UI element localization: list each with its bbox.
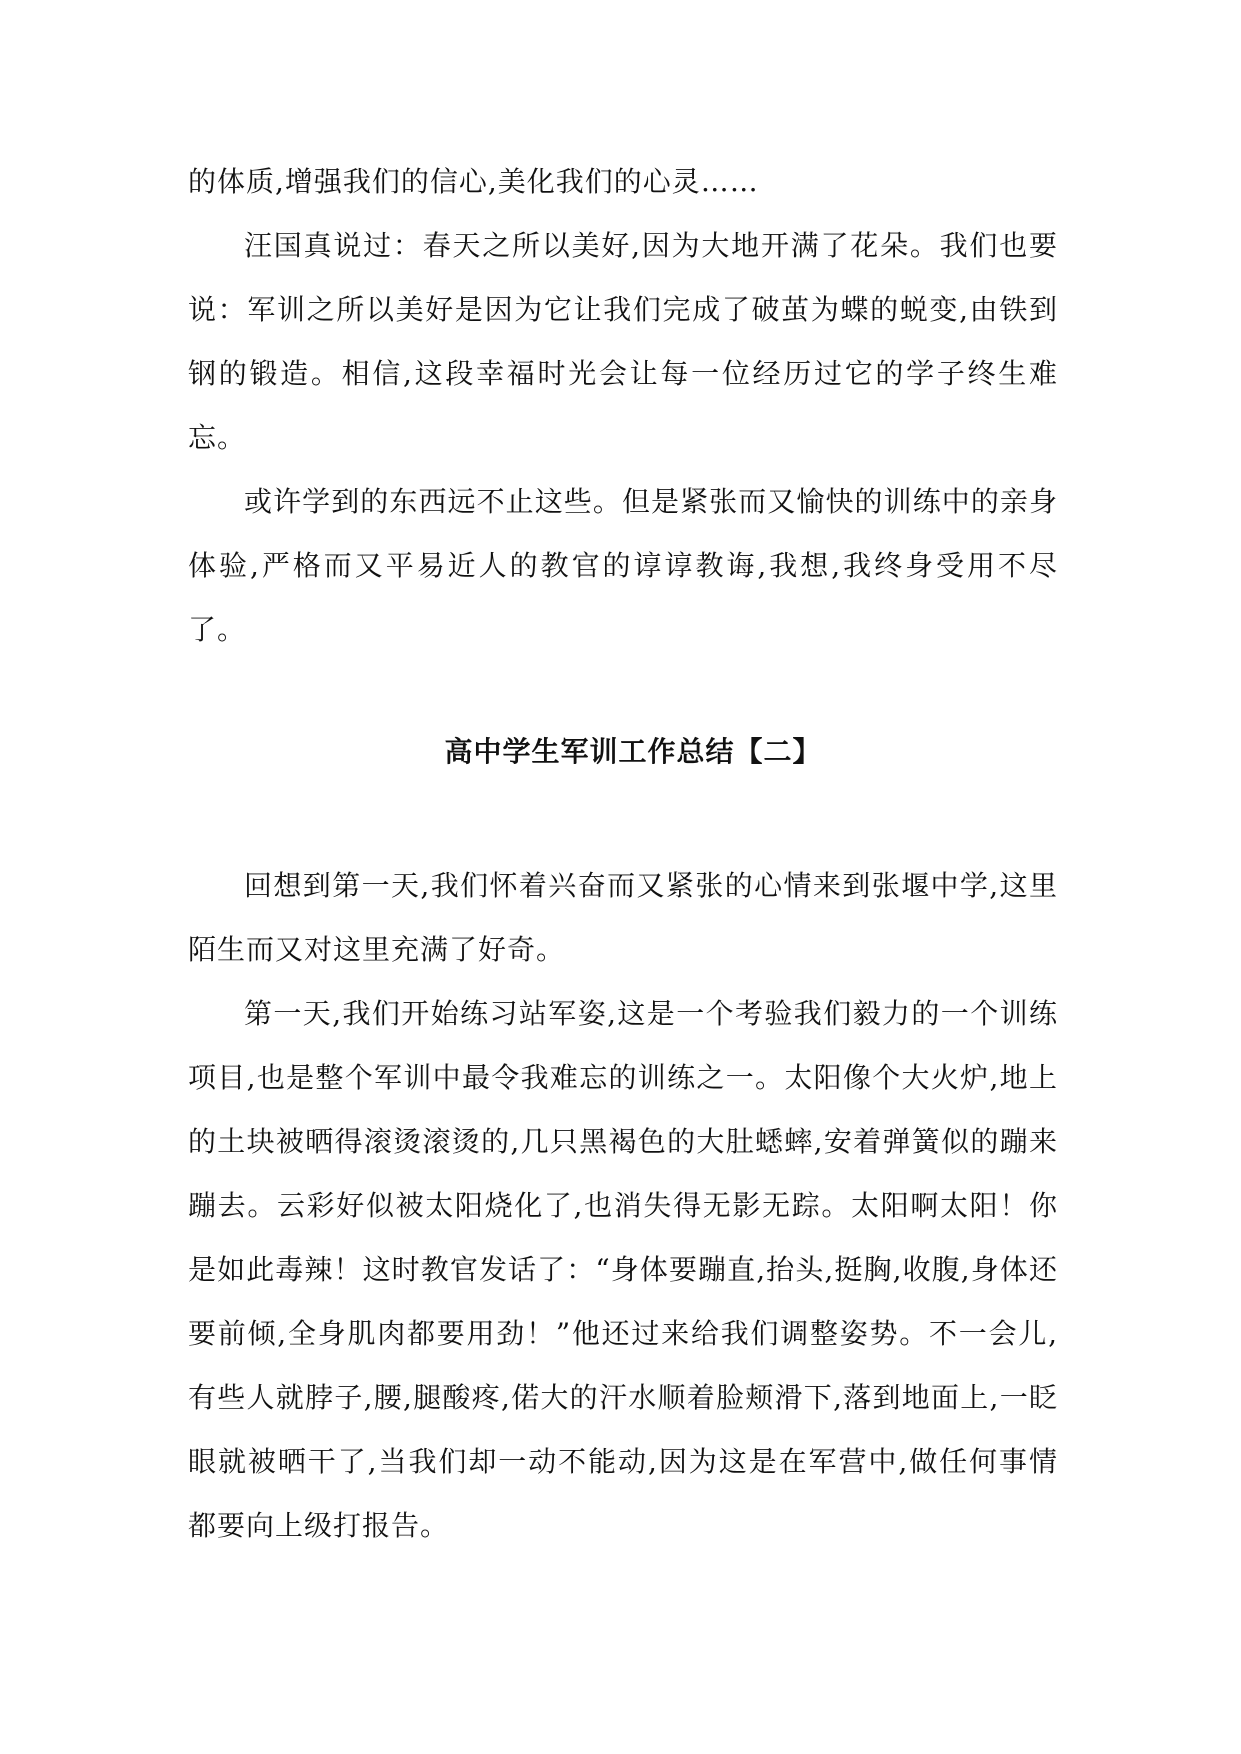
document-body (188, 150, 1058, 1558)
paragraph-continuation: 的体质,增强我们的信心,美化我们的心灵…… (188, 165, 759, 198)
spacer (188, 662, 1058, 720)
paragraph-wang-guozhen-quote: 汪国真说过：春天之所以美好,因为大地开满了花朵。我们也要说：军训之所以美好是因为它让我们完成了破茧为蝶的蜕变,由铁到钢的锻造。相信,这段幸福时光会让每一位经历过它的学子终生难忘。 (188, 229, 1058, 454)
section-title: 高中学生军训工作总结【二】 (444, 735, 822, 768)
spacer (188, 784, 1058, 854)
paragraph-reflection: 或许学到的东西远不止这些。但是紧张而又愉快的训练中的亲身体验,严格而又平易近人的教官的谆谆教诲,我想,我终身受用不尽了。 (188, 485, 1058, 646)
paragraph-first-day-arrival: 回想到第一天,我们怀着兴奋而又紧张的心情来到张堰中学,这里陌生而又对这里充满了好奇。 (188, 869, 1058, 966)
paragraph-standing-training: 第一天,我们开始练习站军姿,这是一个考验我们毅力的一个训练项目,也是整个军训中最令我难忘的训练之一。太阳像个大火炉,地上的土块被晒得滚烫滚烫的,几只黑褐色的大肚蟋蟀,安着弹簧似的蹦来蹦去。云彩好似被太阳烧化了,也消失得无影无踪。太阳啊太阳！你是如此毒辣！这时教官发话了：“身体要蹦直,抬头,挺胸,收腹,身体还要前倾,全身肌肉都要用劲！”他还过来给我们调整姿势。不一会儿,有些人就脖子,腰,腿酸疼,偌大的汗水顺着脸颊滑下,落到地面上,一眨眼就被晒干了,当我们却一动不能动,因为这是在军营中,做任何事情都要向上级打报告。 (188, 997, 1058, 1542)
